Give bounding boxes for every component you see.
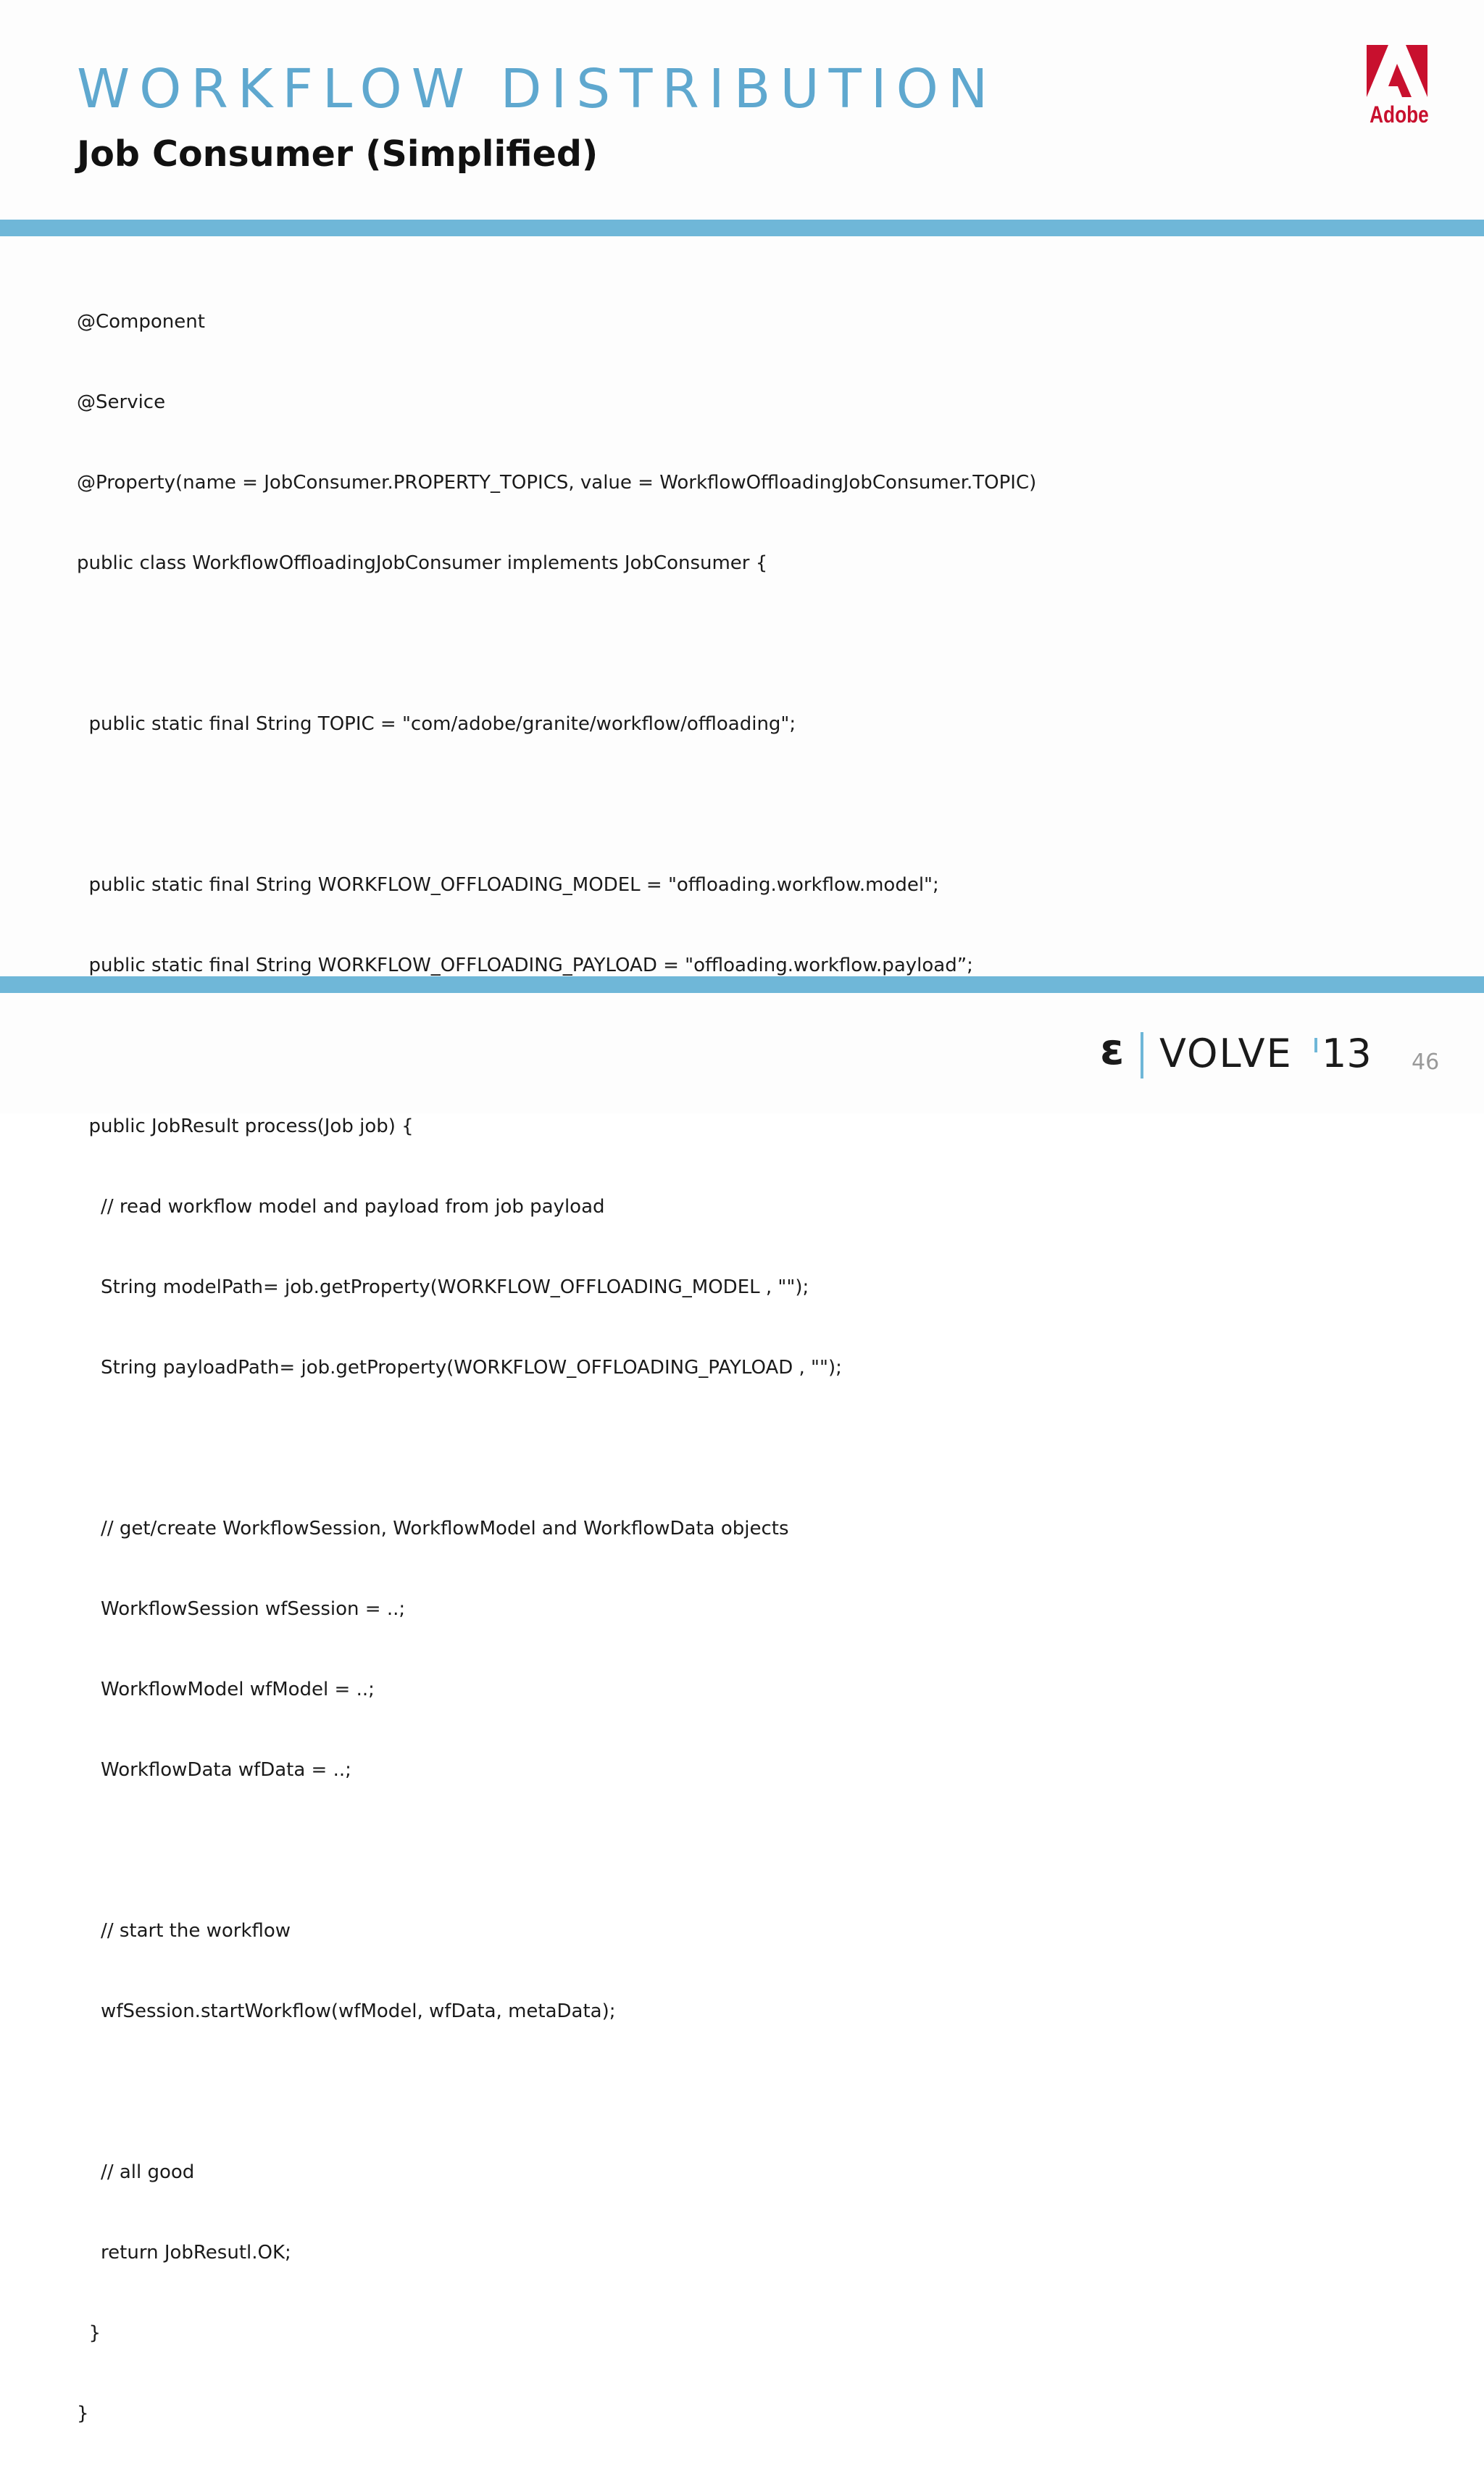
- code-line: String modelPath= job.getProperty(WORKFLOW_OFFLOADING_MODEL , "");: [77, 1276, 809, 1298]
- code-line: wfSession.startWorkflow(wfModel, wfData, metaData);: [77, 2000, 616, 2022]
- brand-apostrophe: [1314, 1038, 1317, 1052]
- code-line: @Property(name = JobConsumer.PROPERTY_TOPICS, value = WorkflowOffloadingJobConsumer.TOPIC): [77, 472, 1037, 494]
- code-line: [77, 1033, 1036, 1060]
- code-line: public static final String WORKFLOW_OFFLOADING_MODEL = "offloading.workflow.model";: [77, 874, 939, 896]
- code-line: String payloadPath= job.getProperty(WORKFLOW_OFFLOADING_PAYLOAD , "");: [77, 1357, 842, 1379]
- code-line: WorkflowSession wfSession = ..;: [77, 1598, 406, 1620]
- code-line: [77, 1435, 1036, 1462]
- page-number: 46: [1412, 1050, 1440, 1075]
- code-line: @Service: [77, 391, 166, 413]
- adobe-logo: [1364, 45, 1436, 132]
- code-line: [77, 791, 1036, 818]
- slide-title: WORKFLOW DISTRIBUTION: [77, 58, 998, 120]
- header-divider-band: [0, 220, 1484, 236]
- evolve-wordmark: VOLVE: [1159, 1031, 1293, 1076]
- evolve-brand-logo: [1100, 1024, 1375, 1080]
- code-line: public static final String WORKFLOW_OFFLOADING_PAYLOAD = "offloading.workflow.payload”;: [77, 955, 973, 976]
- code-line: // get/create WorkflowSession, WorkflowModel and WorkflowData objects: [77, 1518, 789, 1539]
- code-line: }: [77, 2322, 101, 2344]
- adobe-logo-icon: [1367, 45, 1427, 97]
- code-line: WorkflowData wfData = ..;: [77, 1759, 351, 1781]
- footer-divider-band: [0, 976, 1484, 993]
- code-line: // all good: [77, 2161, 195, 2183]
- code-line: [77, 2079, 1036, 2106]
- brand-divider: [1141, 1032, 1143, 1079]
- code-line: WorkflowModel wfModel = ..;: [77, 1679, 375, 1700]
- code-line: public static final String TOPIC = "com/adobe/granite/workflow/offloading";: [77, 713, 796, 735]
- code-line: [77, 1837, 1036, 1864]
- adobe-logo-text: Adobe: [1370, 101, 1429, 128]
- code-block: [77, 255, 1036, 2481]
- slide-subtitle: Job Consumer (Simplified): [77, 133, 599, 175]
- code-line: }: [77, 2403, 89, 2424]
- code-line: return JobResutl.OK;: [77, 2242, 291, 2264]
- code-line: [77, 631, 1036, 657]
- code-line: // read workflow model and payload from job payload: [77, 1196, 605, 1218]
- code-line: public JobResult process(Job job) {: [77, 1115, 414, 1137]
- evolve-year: 13: [1322, 1031, 1372, 1076]
- evolve-epsilon-mark: ε: [1100, 1024, 1125, 1075]
- code-line: // start the workflow: [77, 1920, 291, 1942]
- code-line: @Component: [77, 311, 205, 333]
- code-line: public class WorkflowOffloadingJobConsumer implements JobConsumer {: [77, 552, 768, 574]
